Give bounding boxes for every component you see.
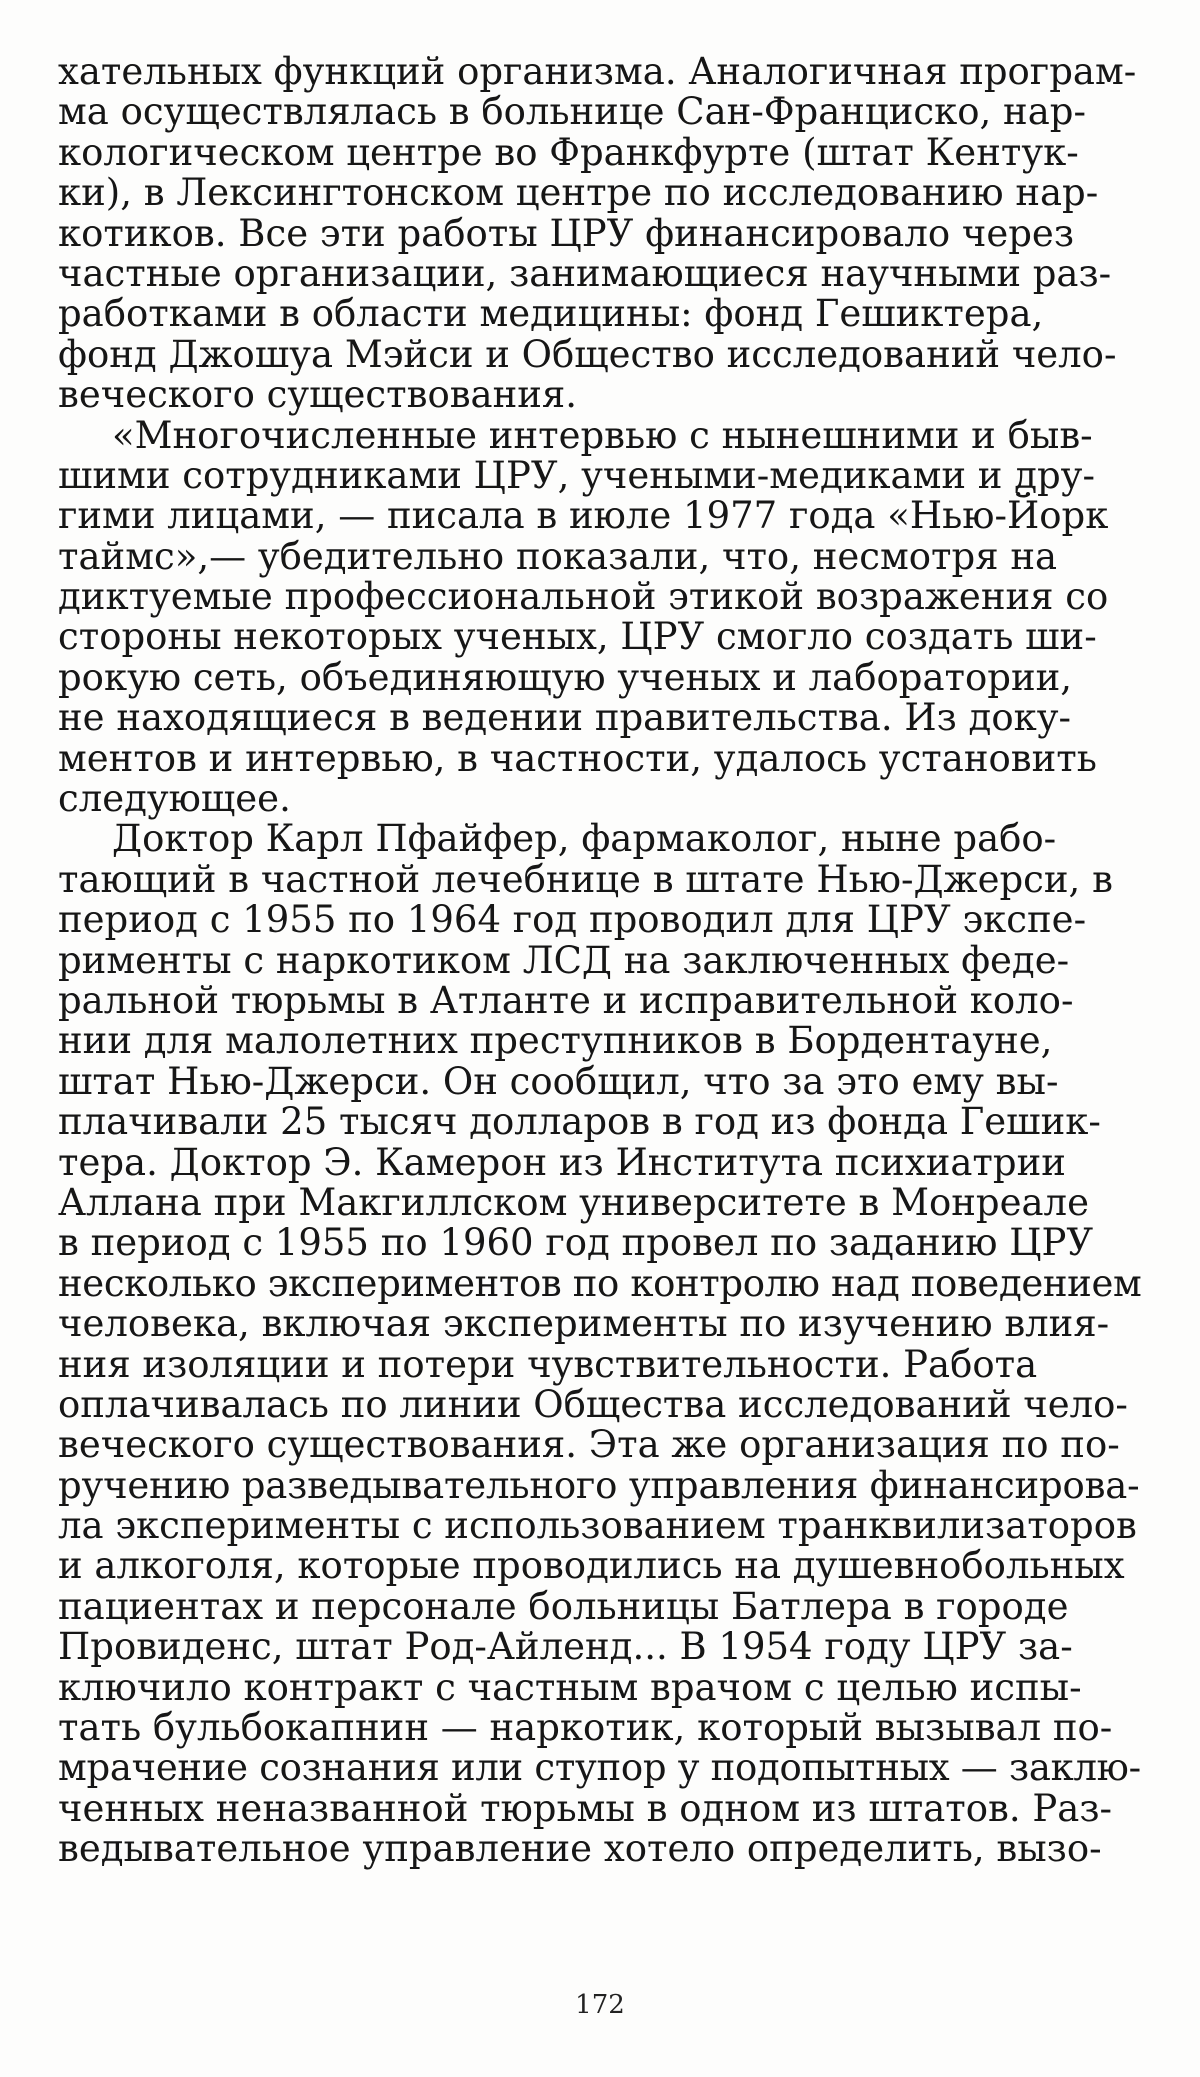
paragraph — [58, 413, 1138, 821]
text-line: Доктор Карл Пфайфер, фармаколог, ныне рабо- — [112, 817, 1057, 861]
text-line: ментов и интервью, в частности, удалось установить — [58, 736, 1097, 780]
text-line: период с 1955 по 1964 год проводил для ЦРУ экспе- — [58, 898, 1087, 942]
text-line: нии для малолетних преступников в Бордентауне, — [58, 1019, 1053, 1063]
paragraph — [58, 817, 1142, 1871]
text-line: в период с 1955 по 1960 год провел по заданию ЦРУ — [58, 1221, 1094, 1265]
text-line: штат Нью-Джерси. Он сообщил, что за это ему вы- — [58, 1059, 1059, 1103]
text-line: веческого существования. — [58, 373, 578, 417]
text-line: следующее. — [58, 777, 291, 821]
text-line: пациентах и персонале больницы Батлера в городе — [58, 1584, 1069, 1628]
text-line: таймс»,— убедительно показали, что, несмотря на — [58, 534, 1058, 578]
text-line: Аллана при Макгиллском университете в Монреале — [58, 1180, 1089, 1224]
text-line: котиков. Все эти работы ЦРУ финансировало через — [58, 211, 1075, 255]
text-line: шими сотрудниками ЦРУ, учеными-медиками и дру- — [58, 453, 1095, 497]
text-line: несколько экспериментов по контролю над поведением — [58, 1261, 1142, 1305]
text-line: ма осуществлялась в больнице Сан-Франциско, нар- — [58, 90, 1086, 134]
text-line: кологическом центре во Франкфурте (штат Кентук- — [58, 130, 1079, 174]
text-line: рименты с наркотиком ЛСД на заключенных феде- — [58, 938, 1070, 982]
text-line: плачивали 25 тысяч долларов в год из фонда Гешик- — [58, 1100, 1101, 1144]
text-line: тающий в частной лечебнице в штате Нью-Джерси, в — [58, 857, 1113, 901]
text-line: «Многочисленные интервью с нынешними и быв- — [112, 413, 1093, 457]
text-line: ральной тюрьмы в Атланте и исправительной коло- — [58, 978, 1074, 1022]
text-line: диктуемые профессиональной этикой возражения со — [58, 575, 1109, 619]
body-text — [58, 50, 1142, 1871]
text-line: мрачение сознания или ступор у подопытных — заклю- — [58, 1746, 1141, 1790]
text-line: веческого существования. Эта же организация по по- — [58, 1423, 1120, 1467]
text-line: тера. Доктор Э. Камерон из Института психиатрии — [58, 1140, 1066, 1184]
text-line: не находящиеся в ведении правительства. Из доку- — [58, 696, 1072, 740]
text-line: ки), в Лексингтонском центре по исследованию нар- — [58, 171, 1099, 215]
text-line: стороны некоторых ученых, ЦРУ смогло создать ши- — [58, 615, 1097, 659]
text-line: ключило контракт с частным врачом с целью испы- — [58, 1665, 1082, 1709]
page-number: 172 — [575, 1990, 625, 2020]
text-line: фонд Джошуа Мэйси и Общество исследований чело- — [58, 332, 1117, 376]
paragraph — [58, 52, 1138, 416]
text-line: и алкоголя, которые проводились на душевнобольных — [58, 1544, 1125, 1588]
text-line: частные организации, занимающиеся научными раз- — [58, 251, 1112, 295]
text-line: ручению разведывательного управления финансирова- — [58, 1463, 1140, 1507]
text-line: ченных неназванной тюрьмы в одном из штатов. Раз- — [58, 1786, 1113, 1830]
text-line: оплачивалась по линии Общества исследований чело- — [58, 1382, 1128, 1426]
text-line: ведывательное управление хотело определить, вызо- — [58, 1827, 1102, 1871]
text-line: человека, включая эксперименты по изучению влия- — [58, 1302, 1110, 1346]
text-line: ния изоляции и потери чувствительности. Работа — [58, 1342, 1038, 1386]
text-line: ла эксперименты с использованием транквилизаторов — [58, 1504, 1137, 1548]
text-line: рокую сеть, объединяющую ученых и лаборатории, — [58, 655, 1073, 699]
text-line: Провиденс, штат Род-Айленд... В 1954 году ЦРУ за- — [58, 1625, 1073, 1669]
text-line: гими лицами, — писала в июле 1977 года «Нью-Йорк — [58, 494, 1109, 538]
text-line: тать бульбокапнин — наркотик, который вызывал по- — [58, 1706, 1113, 1750]
text-line: хательных функций организма. Аналогичная програм- — [58, 50, 1137, 93]
text-line: работками в области медицины: фонд Гешиктера, — [58, 292, 1044, 336]
